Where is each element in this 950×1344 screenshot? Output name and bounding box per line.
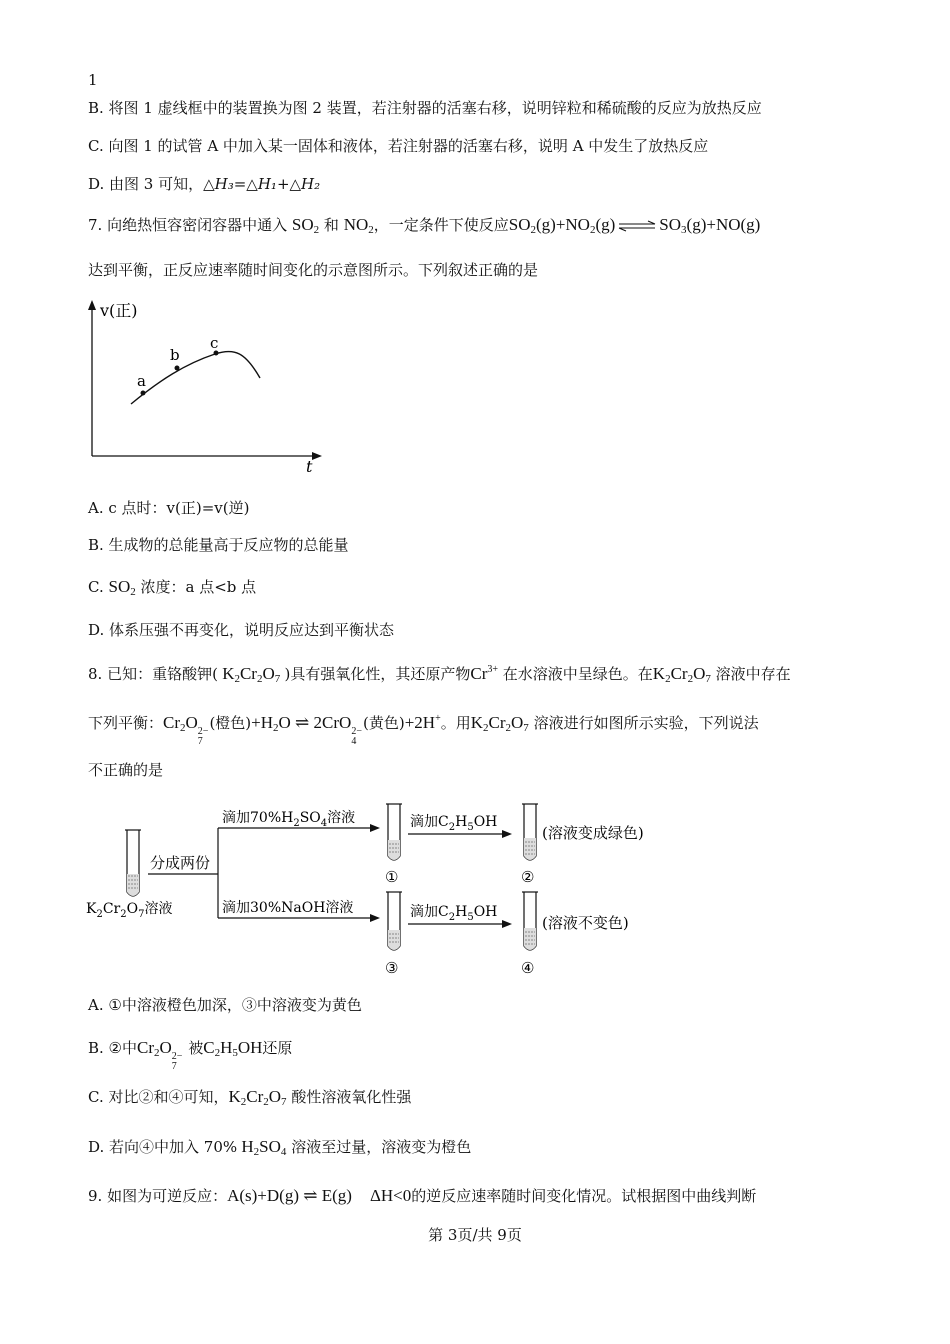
x-axis-label: t: [306, 457, 313, 476]
rate-curve: [131, 352, 260, 404]
result-bottom: (溶液不变色): [542, 914, 629, 932]
y-axis-label: v(正): [100, 301, 138, 320]
q7-option-c: C. $SO_2$ 浓度：a 点<b 点: [88, 577, 257, 598]
label-c: c: [210, 334, 219, 352]
add-ethanol-label-bottom: 滴加$C_2H_5OH$: [410, 904, 498, 923]
q8-experiment-diagram: [82, 800, 682, 980]
result-top: (溶液变成绿色): [542, 824, 644, 842]
q6-option-b: B. 将图 1 虚线框中的装置换为图 2 装置，若注射器的活塞右移，说明锌粒和稀硫酸的反应为放热反应: [88, 99, 762, 117]
q8-option-a: A. ①中溶液橙色加深，③中溶液变为黄色: [88, 996, 362, 1014]
label-b: b: [170, 346, 180, 364]
arrow-right-icon: [370, 914, 380, 922]
arrow-right-icon: [502, 920, 512, 928]
q7-option-d: D. 体系压强不再变化，说明反应达到平衡状态: [88, 621, 395, 639]
add-ethanol-label-top: 滴加$C_2H_5OH$: [410, 814, 498, 833]
arrow-right-icon: [502, 830, 512, 838]
q8-option-c: C. 对比②和④可知，$K_2Cr_2O_7$ 酸性溶液氧化性强: [88, 1087, 412, 1108]
arrow-right-icon: [370, 824, 380, 832]
k2cr2o7-solution-label: $K_2Cr_2O_7$溶液: [86, 901, 173, 920]
test-tube-4-icon: [522, 892, 538, 950]
add-h2so4-label: 滴加$70\%H_2SO_4$溶液: [222, 810, 356, 829]
q8-stem-line2: 下列平衡：$Cr_2O$ 2− 7 (橙色)$+H_2O$ ⇌ 2CrO 2− 4 (黄色)+2H+。用$K_2Cr_2O_7$ 溶液进行如图所示实验，下列说法: [88, 713, 759, 747]
point-a: [141, 391, 146, 396]
split-label: 分成两份: [150, 854, 211, 872]
y-axis-arrow-icon: [88, 300, 96, 310]
label-a: a: [137, 372, 146, 390]
q9-stem: 9. 如图为可逆反应：A(s)+D(g) ⇌ E(g) ΔH<0的逆反应速率随时间变化情况。试根据图中曲线判断: [88, 1186, 757, 1205]
add-naoh-label: 滴加30%NaOH溶液: [222, 900, 354, 916]
test-tube-icon: [125, 830, 141, 896]
q8-stem-line3: 不正确的是: [88, 761, 164, 779]
q8-option-b: B. ②中$Cr_2O$ 2− 7 被$C_2H_5OH$还原: [88, 1038, 293, 1072]
point-b: [175, 366, 180, 371]
test-tube-1-icon: [386, 804, 402, 860]
q8-stem-line1: 8. 已知：重铬酸钾( $K_2Cr_2O_7$ )具有强氧化性，其还原产物$Cr^{3+}$ 在水溶液中呈绿色。在$K_2Cr_2O_7$ 溶液中存在: [88, 664, 791, 685]
q7-stem-line2: 达到平衡，正反应速率随时间变化的示意图所示。下列叙述正确的是: [88, 261, 539, 279]
q7-option-a: A. c 点时：v(正)=v(逆): [88, 499, 250, 517]
q8-option-d: D. 若向④中加入 70% $H_2SO_4$ 溶液至过量，溶液变为橙色: [88, 1137, 472, 1158]
label-3: ③: [385, 959, 399, 977]
q7-stem-line1: 7. 向绝热恒容密闭容器中通入 $SO_2$ 和 $NO_2$，一定条件下使反应$SO_2(g)+NO_2(g)$ $SO_3(g)+NO(g)$: [88, 215, 761, 236]
equilibrium-arrow-icon: [618, 220, 656, 232]
test-tube-3-icon: [386, 892, 402, 950]
x-axis-arrow-icon: [312, 452, 322, 460]
label-4: ④: [521, 959, 535, 977]
test-tube-2-icon: [522, 804, 538, 860]
q6-option-c: C. 向图 1 的试管 A 中加入某一固体和液体，若注射器的活塞右移，说明 A 中发生了放热反应: [88, 137, 709, 155]
q6-option-d: D. 由图 3 可知，△H₃=△H₁+△H₂: [88, 175, 321, 193]
q7-option-b: B. 生成物的总能量高于反应物的总能量: [88, 536, 349, 554]
q7-rate-graph: [80, 296, 330, 476]
q6-option-d-formula: △H₃=△H₁+△H₂: [203, 175, 321, 193]
page-number-top: 1: [88, 71, 98, 89]
label-1: ①: [385, 868, 399, 886]
page-footer: 第 3页/共 9页: [428, 1226, 522, 1244]
label-2: ②: [521, 868, 535, 886]
